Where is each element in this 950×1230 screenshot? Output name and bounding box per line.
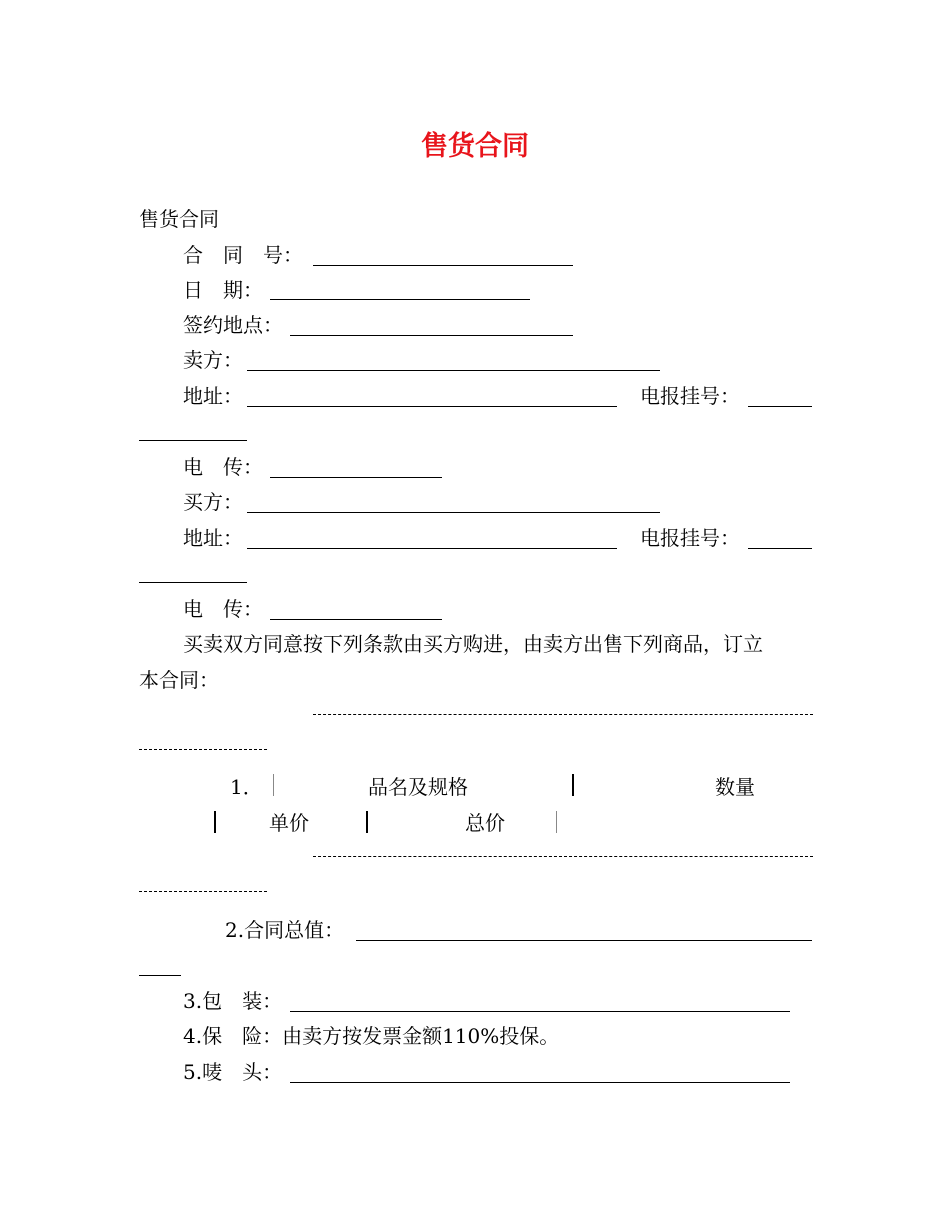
row-number: 1． — [230, 775, 263, 799]
seller-address-line — [247, 406, 617, 407]
date-label: 日 期： — [183, 278, 263, 302]
table-divider — [214, 811, 216, 833]
seller-address-label: 地址： — [183, 384, 243, 408]
seller-line — [247, 370, 660, 371]
table-divider — [366, 811, 368, 833]
seller-fax-label: 电 传： — [183, 455, 263, 479]
packing-label: 3.包 装： — [183, 989, 283, 1013]
buyer-fax-line — [270, 619, 442, 620]
table-top-rule — [313, 714, 813, 715]
total-value-line — [356, 940, 812, 941]
seller-cable-label: 电报挂号： — [640, 384, 740, 408]
buyer-line — [247, 512, 660, 513]
table-divider — [572, 774, 574, 796]
buyer-address-label: 地址： — [183, 526, 243, 550]
col-total: 总价 — [465, 811, 505, 835]
sign-place-line — [290, 335, 573, 336]
contract-no-line — [313, 265, 573, 266]
buyer-address-line — [247, 548, 617, 549]
buyer-cable-label: 电报挂号： — [640, 526, 740, 550]
total-value-label: 2.合同总值： — [225, 918, 345, 942]
col-qty: 数量 — [715, 775, 755, 799]
seller-cable-line-cont — [139, 440, 247, 441]
contract-no-label: 合 同 号： — [183, 243, 303, 267]
col-name: 品名及规格 — [368, 775, 468, 799]
subtitle: 售货合同 — [139, 207, 219, 231]
marks-label: 5.唛 头： — [183, 1060, 283, 1084]
seller-fax-line — [270, 477, 442, 478]
marks-line — [290, 1082, 790, 1083]
buyer-fax-label: 电 传： — [183, 597, 263, 621]
table-bottom-rule-cont — [139, 891, 267, 892]
total-value-line-cont — [139, 975, 181, 976]
page-title: 售货合同 — [421, 131, 529, 162]
intro-text-cont: 本合同： — [139, 668, 219, 692]
packing-line — [290, 1011, 790, 1012]
table-divider — [556, 811, 557, 833]
buyer-label: 买方： — [183, 490, 243, 514]
intro-text: 买卖双方同意按下列条款由买方购进，由卖方出售下列商品，订立 — [183, 632, 763, 656]
sign-place-label: 签约地点： — [183, 313, 283, 337]
insurance-text: 4.保 险：由卖方按发票金额110%投保。 — [183, 1024, 560, 1048]
date-line — [270, 299, 530, 300]
table-top-rule-cont — [139, 749, 267, 750]
table-divider — [273, 774, 274, 796]
buyer-cable-line-cont — [139, 582, 247, 583]
seller-cable-line — [748, 406, 812, 407]
col-price: 单价 — [269, 811, 309, 835]
buyer-cable-line — [748, 548, 812, 549]
table-bottom-rule — [313, 856, 813, 857]
seller-label: 卖方： — [183, 348, 243, 372]
